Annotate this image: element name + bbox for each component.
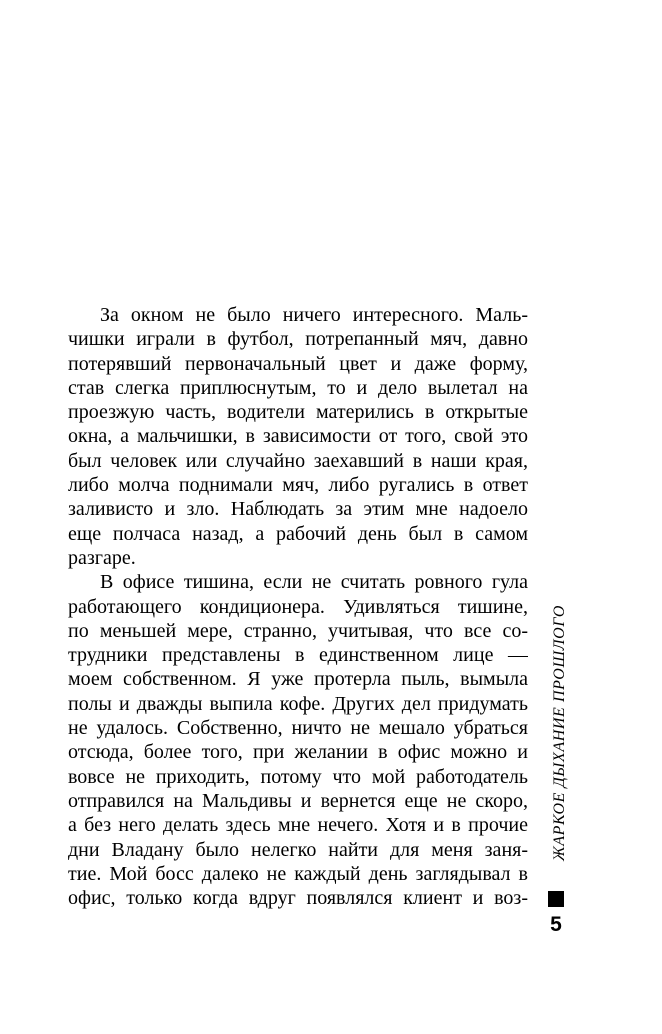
text-line: моем собственном. Я уже протерла пыль, вымыла <box>68 668 528 691</box>
text-line: потерявший первоначальный цвет и даже форму, <box>68 352 528 375</box>
text-line: став слегка приплюснутым, то и дело вылетал на <box>68 376 528 399</box>
text-line: по меньшей мере, странно, учитывая, что все со- <box>68 619 528 642</box>
text-line: чишки играли в футбол, потрепанный мяч, давно <box>68 328 528 351</box>
text-line: еще полчаса назад, а рабочий день был в самом <box>68 522 528 545</box>
section-marker-square <box>548 891 564 907</box>
page-number: 5 <box>550 913 562 936</box>
text-line: разгаре. <box>68 546 136 569</box>
text-line: отсюда, более того, при желании в офис можно и <box>68 741 528 764</box>
running-title-vertical: ЖАРКОЕ ДЫХАНИЕ ПРОШЛОГО <box>551 605 568 861</box>
text-line: трудники представлены в единственном лице — <box>68 644 528 667</box>
body-text <box>68 303 528 910</box>
text-line: дни Владану было нелегко найти для меня заня- <box>68 838 528 861</box>
text-line: заливисто и зло. Наблюдать за этим мне надоело <box>68 498 528 521</box>
text-line: полы и дважды выпила кофе. Других дел придумать <box>68 692 528 715</box>
text-line: был человек или случайно заехавший в наши края, <box>68 449 528 472</box>
text-line: окна, а мальчишки, в зависимости от того, свой это <box>68 425 528 448</box>
text-line: тие. Мой босс далеко не каждый день заглядывал в <box>68 862 528 885</box>
text-line: работающего кондиционера. Удивляться тишине, <box>68 595 528 618</box>
paragraph <box>68 303 528 570</box>
text-line: офис, только когда вдруг появлялся клиент и воз- <box>68 887 528 910</box>
text-line: За окном не было ничего интересного. Маль- <box>100 304 528 326</box>
text-line: либо молча поднимали мяч, либо ругались в ответ <box>68 474 528 497</box>
text-line: проезжую часть, водители матерились в открытые <box>68 401 528 424</box>
text-line: отправился на Мальдивы и вернется еще не скоро, <box>68 789 528 812</box>
text-line: не удалось. Собственно, ничто не мешало убраться <box>68 717 528 740</box>
text-line: вовсе не приходить, потому что мой работодатель <box>68 765 528 788</box>
paragraph <box>68 570 528 910</box>
text-line: а без него делать здесь мне нечего. Хотя и в прочие <box>68 814 528 837</box>
text-line: В офисе тишина, если не считать ровного гула <box>100 571 528 594</box>
